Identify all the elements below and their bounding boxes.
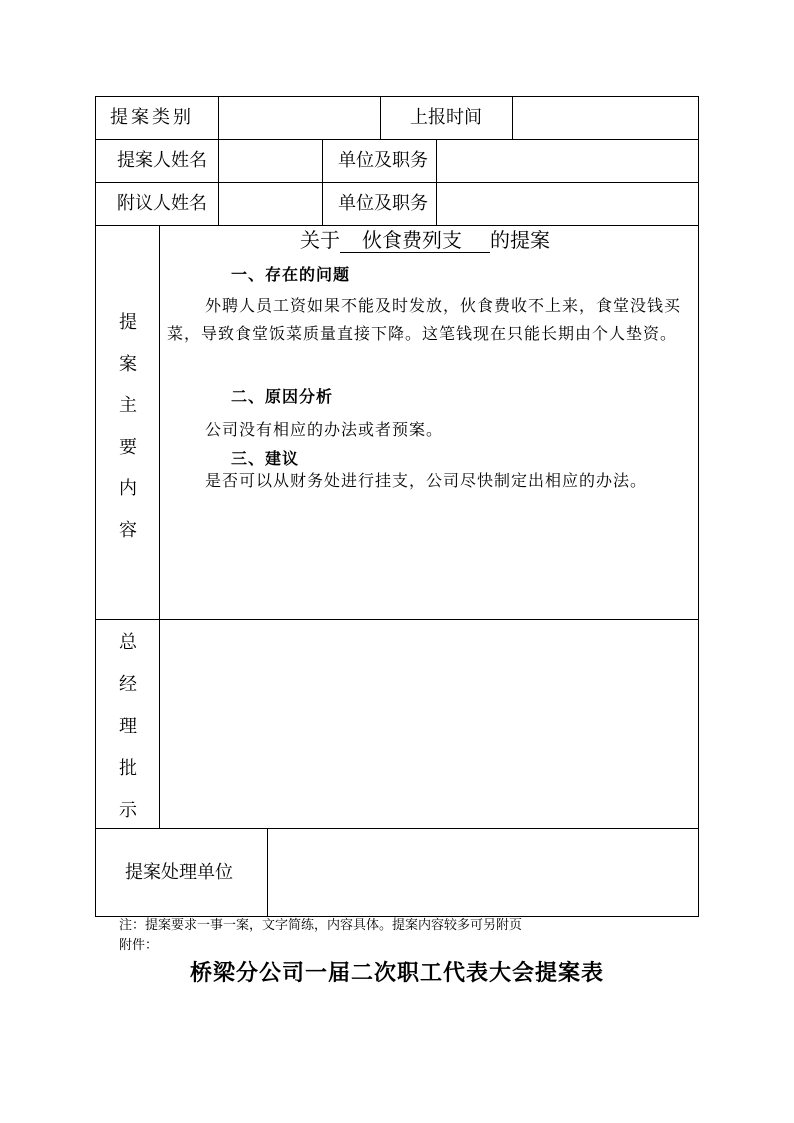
col-divider <box>380 96 381 139</box>
approval-label-char: 示 <box>119 800 137 821</box>
category-field[interactable] <box>222 107 376 131</box>
proposal-title <box>300 228 550 253</box>
section-heading-problem: 一、存在的问题 <box>231 265 351 284</box>
proposer-unit-label: 单位及职务 <box>338 150 428 171</box>
col-divider <box>218 139 219 225</box>
seconder-unit-field[interactable] <box>440 193 694 217</box>
approval-label-char: 经 <box>119 674 137 695</box>
row-divider <box>95 139 699 140</box>
content-label-char: 主 <box>119 395 137 416</box>
handler-unit-label: 提案处理单位 <box>125 862 233 883</box>
col-divider <box>436 139 437 225</box>
proposer-unit-field[interactable] <box>440 150 694 174</box>
proposer-name-label: 提案人姓名 <box>117 150 207 171</box>
row-divider <box>95 828 699 829</box>
seconder-unit-label: 单位及职务 <box>338 193 428 214</box>
approval-label-char: 总 <box>119 632 137 653</box>
section-heading-cause: 二、原因分析 <box>231 387 334 406</box>
approval-label <box>117 628 139 838</box>
handler-unit-field[interactable] <box>272 832 694 912</box>
form-title: 桥梁分公司一届二次职工代表大会提案表 <box>189 960 604 986</box>
content-label-char: 要 <box>119 436 137 458</box>
attachment-line: 附件： <box>119 938 159 953</box>
section-body-problem: 外聘人员工资如果不能及时发放，伙食费收不上来，食堂没钱买菜，导致食堂饭菜质量直接下降。这笔钱现在只能长期由个人垫资。 <box>167 296 682 343</box>
col-divider <box>322 139 323 225</box>
col-divider <box>267 828 268 917</box>
col-divider <box>218 96 219 139</box>
content-label-char: 容 <box>119 519 137 541</box>
row-divider <box>95 619 699 620</box>
report-time-label: 上报时间 <box>410 107 482 128</box>
title-suffix: 的提案 <box>490 228 550 252</box>
approval-label-char: 批 <box>119 758 137 779</box>
section-body-cause: 公司没有相应的办法或者预案。 <box>205 420 444 439</box>
seconder-name-label: 附议人姓名 <box>117 193 207 214</box>
content-label-char: 内 <box>119 478 137 499</box>
category-label: 提案类别 <box>110 107 194 128</box>
content-label-char: 提 <box>119 312 137 333</box>
approval-label-char: 理 <box>119 716 137 737</box>
content-label <box>117 308 139 557</box>
section-body-suggestion: 是否可以从财务处进行挂支，公司尽快制定出相应的办法。 <box>205 471 648 490</box>
col-divider <box>512 96 513 139</box>
proposer-name-field[interactable] <box>222 150 318 174</box>
title-topic[interactable]: 伙食费列支 <box>340 228 490 253</box>
row-divider <box>95 182 699 183</box>
content-label-char: 案 <box>119 353 137 375</box>
section-heading-suggestion: 三、建议 <box>231 449 300 468</box>
report-time-field[interactable] <box>516 107 694 131</box>
seconder-name-field[interactable] <box>222 193 318 217</box>
title-prefix: 关于 <box>300 228 340 252</box>
row-divider <box>95 225 699 226</box>
approval-field[interactable] <box>164 624 694 824</box>
col-divider <box>159 225 160 828</box>
form-note: 注：提案要求一事一案，文字简练，内容具体。提案内容较多可另附页 <box>119 918 523 933</box>
